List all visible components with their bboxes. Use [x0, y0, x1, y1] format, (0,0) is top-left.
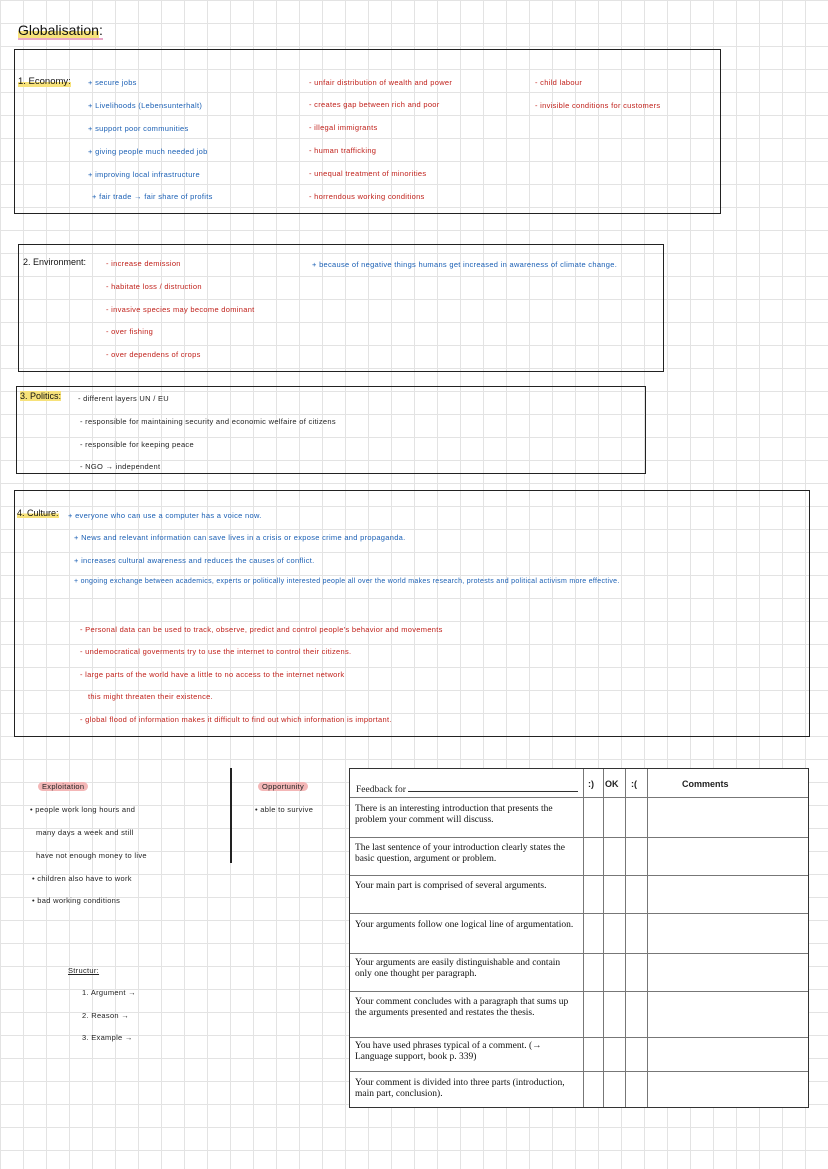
politics-item: - different layers UN / EU	[78, 394, 170, 403]
opportunity-heading	[258, 782, 308, 791]
feedback-col-ok: OK	[605, 779, 619, 789]
economy-positive-item: + support poor communities	[88, 124, 189, 133]
feedback-header-label	[356, 785, 578, 795]
feedback-row	[350, 797, 808, 798]
environment-heading: 2. Environment:	[23, 257, 87, 267]
exploitation-line: • people work long hours and	[30, 805, 136, 814]
economy-negative-item: - human trafficking	[309, 146, 377, 155]
politics-item: - responsible for keeping peace	[80, 440, 194, 449]
politics-item: - responsible for maintaining security and economic welfaire of citizens	[80, 417, 336, 426]
feedback-header-text: Feedback for	[356, 785, 406, 795]
feedback-row-text: Your comment is divided into three parts (introduction, main part, conclusion).	[355, 1078, 565, 1099]
feedback-row-text: Your main part is comprised of several arguments.	[355, 881, 547, 891]
opportunity-line: • able to survive	[255, 805, 314, 814]
exploitation-heading-text: Exploitation	[38, 782, 88, 791]
economy-positive-item: + secure jobs	[88, 78, 137, 87]
politics-heading: 3. Politics:	[20, 391, 62, 401]
culture-negative-item: - large parts of the world have a little to no access to the internet network	[80, 670, 345, 679]
feedback-col-smile: :)	[588, 779, 594, 789]
feedback-col-divider	[625, 769, 626, 1107]
feedback-row-text: Your arguments follow one logical line of argumentation.	[355, 920, 574, 930]
feedback-row	[350, 1037, 808, 1038]
economy-negative-item: - unequal treatment of minorities	[309, 169, 427, 178]
culture-positive-item: + everyone who can use a computer has a voice now.	[68, 511, 262, 520]
feedback-row-text: Your arguments are easily distinguishable and contain only one thought per paragraph.	[355, 958, 561, 979]
exploitation-line: • children also have to work	[32, 874, 132, 883]
feedback-row-text: There is an interesting introduction that presents the problem your comment will discuss.	[355, 804, 553, 825]
feedback-col-divider	[583, 769, 584, 1107]
exploitation-line: • bad working conditions	[32, 896, 121, 905]
feedback-col-sad: :(	[631, 779, 637, 789]
culture-heading: 4. Culture:	[17, 508, 59, 518]
feedback-row	[350, 1071, 808, 1072]
environment-item: - over fishing	[106, 327, 154, 336]
culture-positive-item: + increases cultural awareness and reduces the causes of conflict.	[74, 556, 315, 565]
economy-positive-item: + Livelihoods (Lebensunterhalt)	[88, 101, 203, 110]
feedback-row	[350, 953, 808, 954]
culture-negative-item: - Personal data can be used to track, observe, predict and control people's behavior and movements	[80, 625, 443, 634]
exploitation-line: have not enough money to live	[36, 851, 147, 860]
feedback-row	[350, 875, 808, 876]
page-title-colon: :	[98, 22, 103, 38]
opportunity-heading-text: Opportunity	[258, 782, 308, 791]
politics-item: - NGO → independent	[80, 462, 161, 471]
structure-heading: Structur:	[68, 966, 100, 975]
feedback-header-underline	[408, 791, 578, 792]
feedback-row	[350, 913, 808, 914]
economy-positive-item: + giving people much needed job	[88, 147, 208, 156]
feedback-col-divider	[647, 769, 648, 1107]
environment-positive: + because of negative things humans get increased in awareness of climate change.	[312, 260, 618, 269]
economy-negative-item: - unfair distribution of wealth and power	[309, 78, 453, 87]
exploitation-line: many days a week and still	[36, 828, 134, 837]
culture-positive-item: + ongoing exchange between academics, experts or politically interested people all over the world makes research, protests and political activism more effective.	[74, 578, 620, 585]
economy-negative-item: - creates gap between rich and poor	[309, 100, 440, 109]
page-title	[18, 22, 103, 40]
economy-positive-item: + fair trade → fair share of profits	[92, 192, 213, 201]
structure-item: 3. Example →	[82, 1033, 133, 1042]
feedback-col-comments: Comments	[682, 779, 729, 789]
economy-negative-item: - horrendous working conditions	[309, 192, 425, 201]
feedback-col-divider	[603, 769, 604, 1107]
environment-item: - invasive species may become dominant	[106, 305, 255, 314]
structure-item: 1. Argument →	[82, 988, 136, 997]
structure-item: 2. Reason →	[82, 1011, 130, 1020]
feedback-row-text: The last sentence of your introduction clearly states the basic question, argument or problem.	[355, 843, 565, 864]
divider-line	[230, 768, 232, 863]
environment-item: - increase demission	[106, 259, 181, 268]
feedback-row-text: You have used phrases typical of a comment. (→ Language support, book p. 339)	[355, 1041, 542, 1062]
feedback-row-text: Your comment concludes with a paragraph that sums up the arguments presented and restates the thesis.	[355, 997, 569, 1018]
economy-negative-item: - illegal immigrants	[309, 123, 378, 132]
culture-positive-item: + News and relevant information can save lives in a crisis or expose crime and propaganda.	[74, 533, 406, 542]
economy-positive-item: + improving local infrastructure	[88, 170, 200, 179]
economy-negative-item: - invisible conditions for customers	[535, 101, 661, 110]
economy-negative-item: - child labour	[535, 78, 583, 87]
culture-negative-item: - undemocratical goverments try to use the internet to control their citizens.	[80, 647, 352, 656]
feedback-row	[350, 991, 808, 992]
feedback-row	[350, 837, 808, 838]
page-title-text: Globalisation	[18, 22, 99, 38]
environment-item: - over dependens of crops	[106, 350, 201, 359]
feedback-table	[349, 768, 809, 1108]
economy-heading: 1. Economy:	[18, 76, 71, 87]
culture-negative-item: this might threaten their existence.	[88, 692, 214, 701]
culture-negative-item: - global flood of information makes it difficult to find out which information is important.	[80, 715, 392, 724]
exploitation-heading	[38, 782, 88, 791]
environment-item: - habitate loss / distruction	[106, 282, 202, 291]
